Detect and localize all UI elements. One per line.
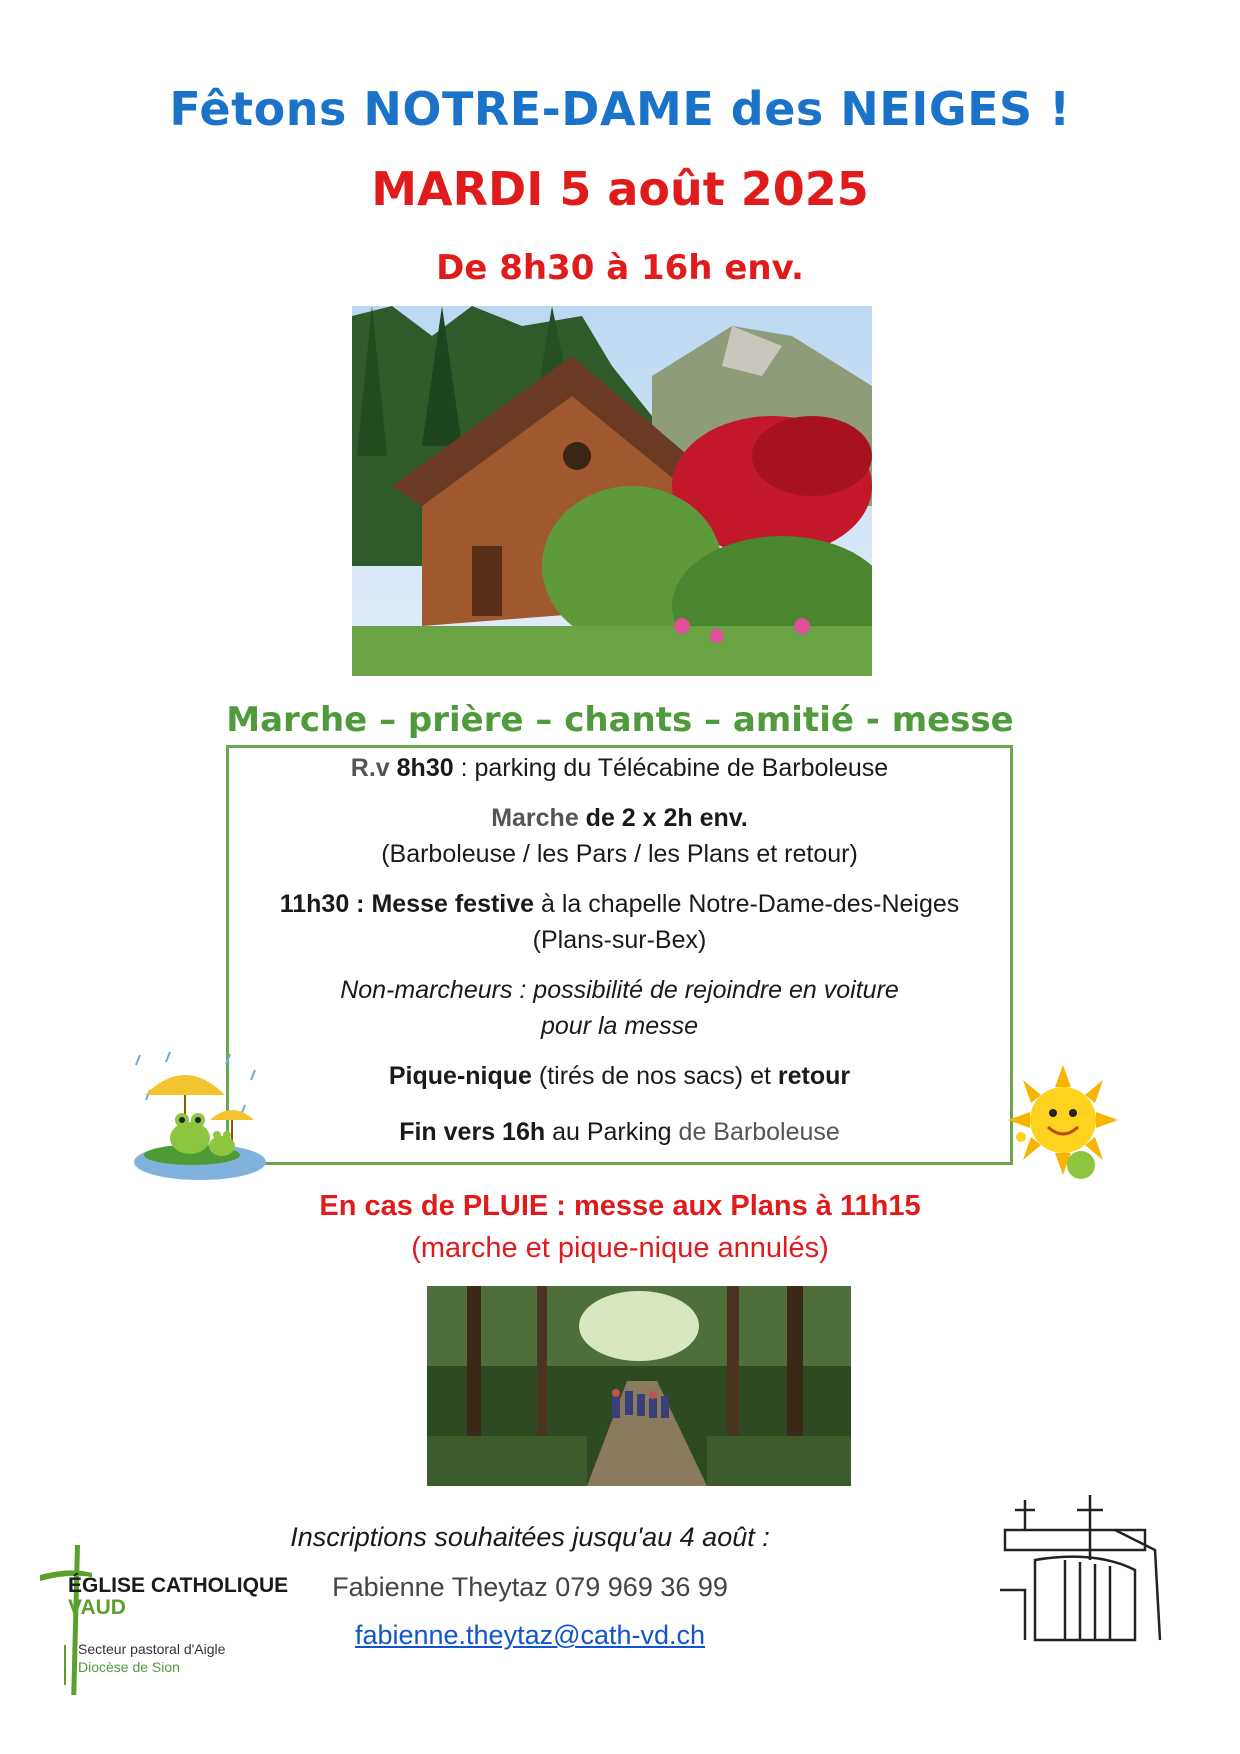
end-line: Fin vers 16h au Parking de Barboleuse [399, 1118, 840, 1146]
diocese: Diocèse de Sion [78, 1659, 180, 1675]
chapel-sketch-drawing [995, 1490, 1165, 1650]
mass-line: 11h30 : Messe festive à la chapelle Notre-Dame-des-Neiges [279, 890, 960, 918]
event-hours: De 8h30 à 16h env. [436, 248, 804, 288]
contact-email-link[interactable]: fabienne.theytaz@cath-vd.ch [354, 1620, 706, 1650]
frogs-umbrella-clipart [130, 1050, 270, 1180]
forest-walk-photo [427, 1286, 851, 1486]
rain-notice: En cas de PLUIE : messe aux Plans à 11h15 [319, 1190, 921, 1222]
non-walkers-line-1: Non-marcheurs : possibilité de rejoindre en voiture [340, 976, 899, 1004]
picnic-line: Pique-nique (tirés de nos sacs) et retour [388, 1062, 851, 1090]
sun-clipart [1003, 1065, 1123, 1185]
event-date: MARDI 5 août 2025 [371, 162, 869, 216]
walk-route: (Barboleuse / les Pars / les Plans et retour) [381, 840, 858, 868]
logo-title: ÉGLISE CATHOLIQUE VAUD [68, 1574, 289, 1619]
registration-notice: Inscriptions souhaitées jusqu'au 4 août : [290, 1522, 770, 1552]
contact-name-phone: Fabienne Theytaz 079 969 36 99 [332, 1572, 728, 1602]
walk-line: Marche de 2 x 2h env. [491, 804, 748, 832]
chapel-photo [352, 306, 872, 676]
non-walkers-line-2: pour la messe [540, 1012, 699, 1040]
mass-place: (Plans-sur-Bex) [532, 926, 707, 954]
pastoral-sector: Secteur pastoral d'Aigle [78, 1641, 226, 1657]
poster-title: Fêtons NOTRE-DAME des NEIGES ! [169, 82, 1071, 136]
rain-cancellation: (marche et pique-nique annulés) [411, 1232, 829, 1264]
activities-line: Marche – prière – chants – amitié - messe [226, 700, 1014, 740]
rendezvous-line: R.v 8h30 : parking du Télécabine de Barboleuse [350, 754, 889, 782]
